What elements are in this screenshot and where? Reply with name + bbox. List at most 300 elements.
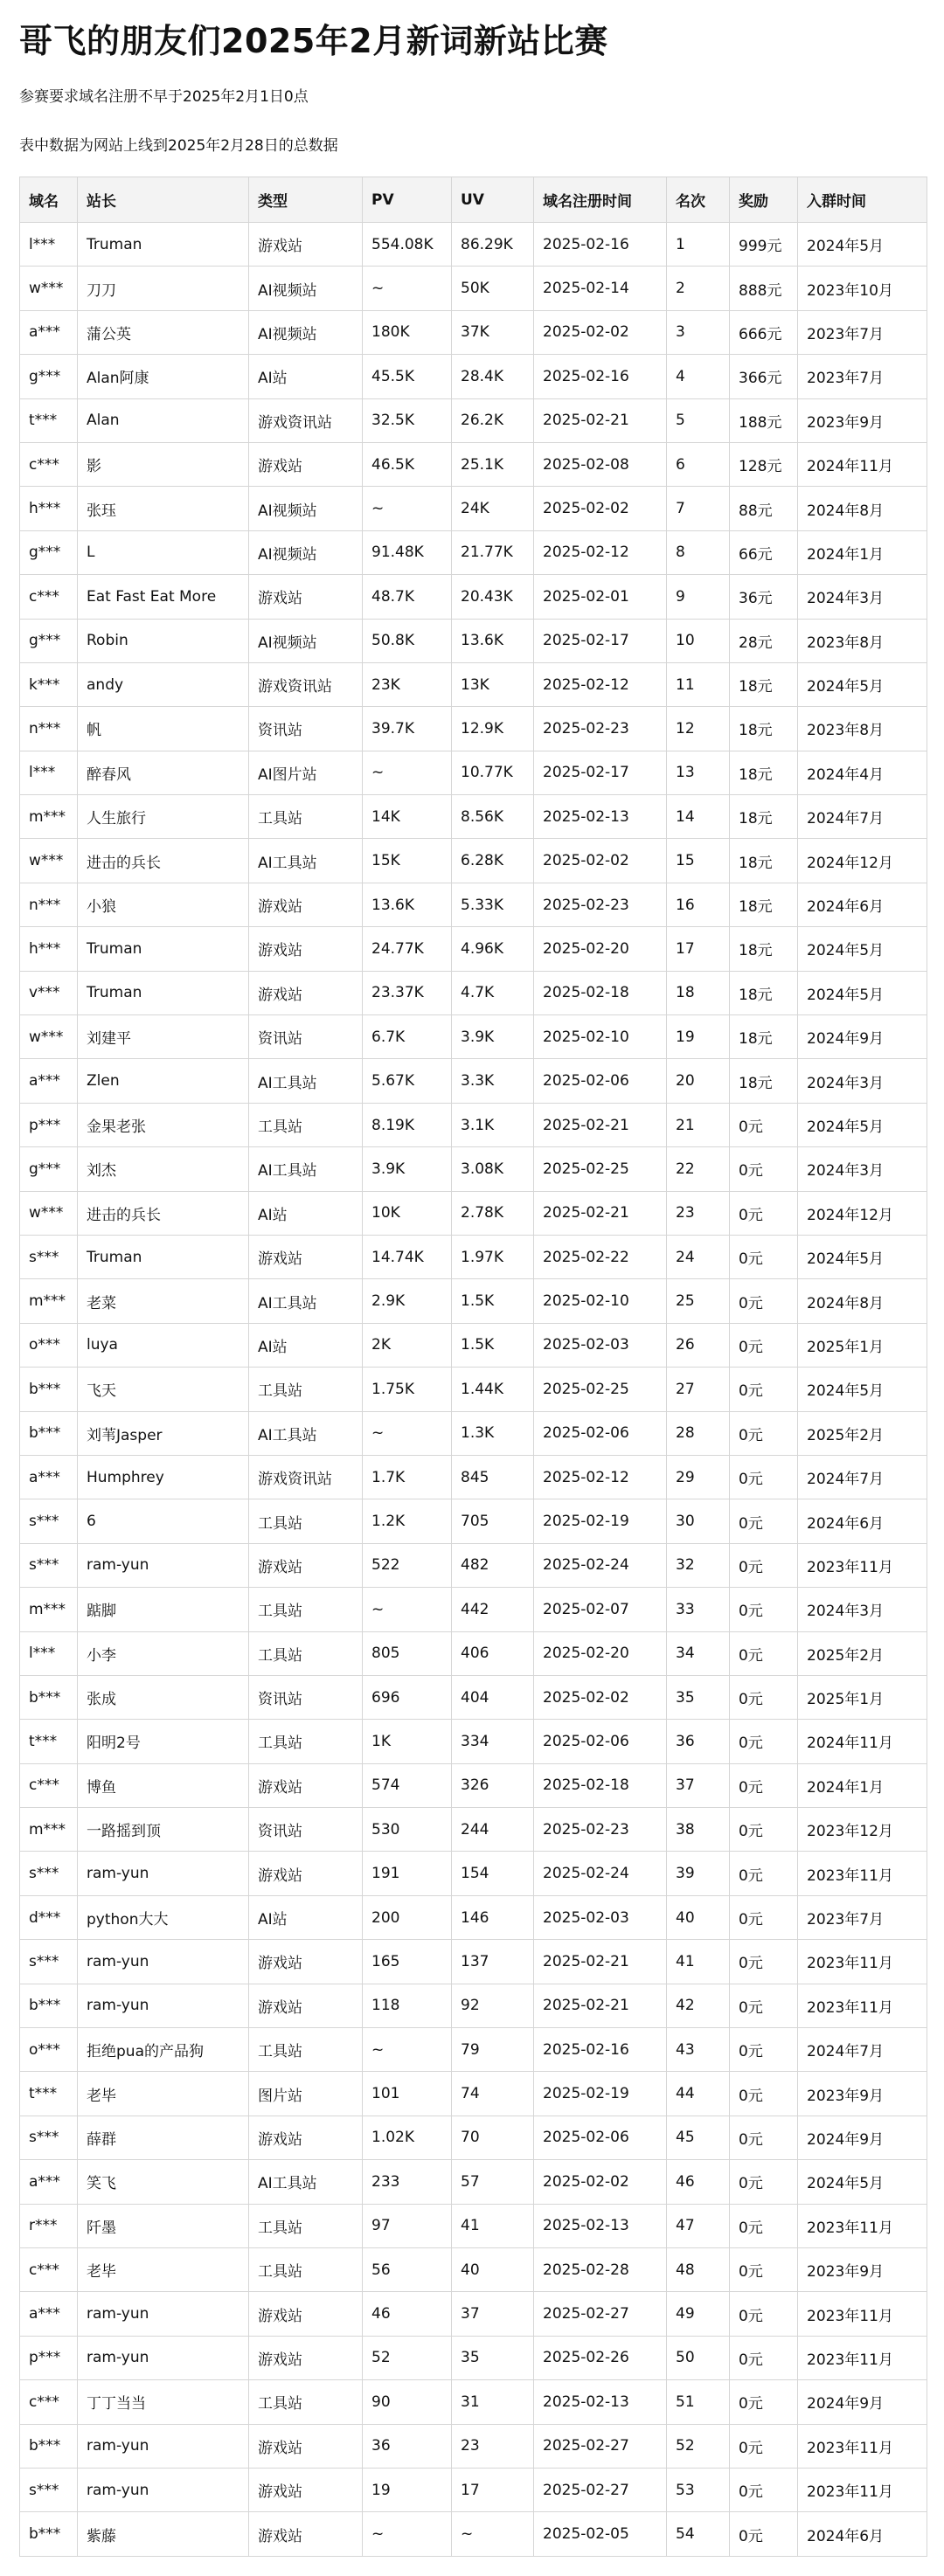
cell-owner: 拒绝pua的产品狗	[78, 2028, 249, 2072]
cell-pv: 56	[363, 2247, 452, 2291]
cell-rank: 28	[667, 1411, 730, 1455]
cell-type: 游戏站	[249, 2468, 363, 2511]
cell-domain: l***	[20, 751, 78, 794]
cell-pv: ~	[363, 267, 452, 310]
cell-pv: 91.48K	[363, 530, 452, 574]
cell-join-date: 2024年1月	[798, 1763, 927, 1807]
cell-owner: 丁丁当当	[78, 2380, 249, 2424]
cell-join-date: 2025年2月	[798, 1631, 927, 1675]
cell-owner: ram-yun	[78, 2424, 249, 2468]
cell-rank: 42	[667, 1984, 730, 2027]
cell-owner: 6	[78, 1499, 249, 1543]
table-row	[20, 1235, 927, 1278]
cell-join-date: 2023年11月	[798, 2204, 927, 2247]
cell-owner: Robin	[78, 619, 249, 662]
cell-domain: h***	[20, 487, 78, 530]
cell-owner: Zlen	[78, 1059, 249, 1103]
cell-owner: 阳明2号	[78, 1720, 249, 1763]
cell-owner: Truman	[78, 927, 249, 971]
cell-pv: 90	[363, 2380, 452, 2424]
cell-type: 游戏站	[249, 1543, 363, 1587]
cell-owner: ram-yun	[78, 2468, 249, 2511]
cell-owner: 老毕	[78, 2072, 249, 2116]
cell-rank: 26	[667, 1323, 730, 1367]
cell-domain: g***	[20, 619, 78, 662]
cell-pv: 45.5K	[363, 355, 452, 398]
cell-domain: v***	[20, 971, 78, 1014]
table-row	[20, 223, 927, 267]
cell-type: 工具站	[249, 1631, 363, 1675]
cell-domain: b***	[20, 1675, 78, 1719]
cell-award: 128元	[730, 442, 798, 486]
cell-owner: L	[78, 530, 249, 574]
cell-join-date: 2024年5月	[798, 223, 927, 267]
cell-award: 18元	[730, 751, 798, 794]
cell-domain: a***	[20, 2160, 78, 2204]
cell-uv: 845	[452, 1455, 534, 1499]
cell-reg-date: 2025-02-27	[534, 2292, 667, 2336]
cell-type: 工具站	[249, 2204, 363, 2247]
cell-award: 999元	[730, 223, 798, 267]
cell-reg-date: 2025-02-06	[534, 1720, 667, 1763]
cell-rank: 3	[667, 310, 730, 354]
cell-type: AI图片站	[249, 751, 363, 794]
cell-uv: 17	[452, 2468, 534, 2511]
cell-uv: 334	[452, 1720, 534, 1763]
cell-reg-date: 2025-02-17	[534, 619, 667, 662]
cell-owner: 刘苇Jasper	[78, 1411, 249, 1455]
data-note: 表中数据为网站上线到2025年2月28日的总数据	[19, 137, 338, 155]
cell-domain: t***	[20, 2072, 78, 2116]
cell-award: 18元	[730, 883, 798, 926]
cell-join-date: 2024年6月	[798, 1499, 927, 1543]
cell-uv: 705	[452, 1499, 534, 1543]
cell-join-date: 2024年11月	[798, 1720, 927, 1763]
cell-owner: 老毕	[78, 2247, 249, 2291]
cell-reg-date: 2025-02-23	[534, 707, 667, 751]
cell-join-date: 2023年11月	[798, 1543, 927, 1587]
cell-pv: ~	[363, 2028, 452, 2072]
cell-pv: 19	[363, 2468, 452, 2511]
table-row	[20, 1895, 927, 1939]
cell-pv: 46.5K	[363, 442, 452, 486]
table-row	[20, 839, 927, 883]
cell-owner: 阡墨	[78, 2204, 249, 2247]
cell-award: 0元	[730, 1147, 798, 1191]
cell-award: 0元	[730, 1940, 798, 1984]
cell-join-date: 2023年7月	[798, 1895, 927, 1939]
cell-join-date: 2023年12月	[798, 1808, 927, 1852]
cell-award: 0元	[730, 1103, 798, 1146]
cell-uv: 3.1K	[452, 1103, 534, 1146]
cell-award: 0元	[730, 2247, 798, 2291]
cell-type: 工具站	[249, 1720, 363, 1763]
cell-uv: 28.4K	[452, 355, 534, 398]
cell-pv: 46	[363, 2292, 452, 2336]
cell-award: 0元	[730, 2204, 798, 2247]
cell-owner: Alan	[78, 398, 249, 442]
cell-rank: 9	[667, 575, 730, 619]
table-row	[20, 619, 927, 662]
table-row	[20, 2512, 927, 2556]
cell-pv: 2K	[363, 1323, 452, 1367]
page-title: 哥飞的朋友们2025年2月新词新站比赛	[19, 22, 608, 60]
cell-rank: 41	[667, 1940, 730, 1984]
cell-reg-date: 2025-02-19	[534, 2072, 667, 2116]
cell-owner: 一路摇到顶	[78, 1808, 249, 1852]
cell-award: 0元	[730, 1191, 798, 1235]
cell-pv: 696	[363, 1675, 452, 1719]
cell-domain: b***	[20, 2424, 78, 2468]
cell-uv: 442	[452, 1588, 534, 1631]
cell-pv: ~	[363, 1588, 452, 1631]
cell-domain: o***	[20, 1323, 78, 1367]
cell-uv: 35	[452, 2336, 534, 2379]
cell-join-date: 2024年3月	[798, 1588, 927, 1631]
cell-type: AI视频站	[249, 619, 363, 662]
table-row	[20, 2072, 927, 2116]
table-row	[20, 2380, 927, 2424]
cell-uv: 92	[452, 1984, 534, 2027]
cell-rank: 24	[667, 1235, 730, 1278]
cell-rank: 38	[667, 1808, 730, 1852]
cell-reg-date: 2025-02-13	[534, 795, 667, 839]
table-row	[20, 1852, 927, 1895]
cell-type: AI视频站	[249, 530, 363, 574]
cell-domain: b***	[20, 1368, 78, 1411]
cell-rank: 22	[667, 1147, 730, 1191]
table-row	[20, 1147, 927, 1191]
cell-owner: 蒲公英	[78, 310, 249, 354]
cell-reg-date: 2025-02-14	[534, 267, 667, 310]
cell-domain: c***	[20, 2247, 78, 2291]
cell-type: AI站	[249, 1323, 363, 1367]
cell-owner: ram-yun	[78, 2292, 249, 2336]
cell-domain: p***	[20, 1103, 78, 1146]
cell-pv: 14.74K	[363, 1235, 452, 1278]
cell-award: 18元	[730, 927, 798, 971]
cell-type: AI站	[249, 1191, 363, 1235]
cell-pv: 23.37K	[363, 971, 452, 1014]
cell-owner: 老菜	[78, 1279, 249, 1323]
cell-uv: 2.78K	[452, 1191, 534, 1235]
cell-domain: t***	[20, 398, 78, 442]
cell-reg-date: 2025-02-06	[534, 1059, 667, 1103]
cell-owner: ram-yun	[78, 1940, 249, 1984]
cell-pv: 233	[363, 2160, 452, 2204]
cell-rank: 37	[667, 1763, 730, 1807]
cell-type: 工具站	[249, 1588, 363, 1631]
cell-type: 游戏站	[249, 223, 363, 267]
cell-type: AI工具站	[249, 1059, 363, 1103]
cell-reg-date: 2025-02-10	[534, 1015, 667, 1059]
cell-domain: c***	[20, 2380, 78, 2424]
cell-uv: 4.96K	[452, 927, 534, 971]
cell-award: 18元	[730, 1015, 798, 1059]
cell-pv: ~	[363, 1411, 452, 1455]
cell-reg-date: 2025-02-12	[534, 530, 667, 574]
cell-type: 资讯站	[249, 1675, 363, 1719]
cell-rank: 34	[667, 1631, 730, 1675]
cell-type: 资讯站	[249, 1808, 363, 1852]
table-row	[20, 2204, 927, 2247]
cell-rank: 44	[667, 2072, 730, 2116]
cell-award: 0元	[730, 1543, 798, 1587]
cell-owner: 笑飞	[78, 2160, 249, 2204]
cell-uv: ~	[452, 2512, 534, 2556]
cell-domain: s***	[20, 1543, 78, 1587]
cell-join-date: 2024年5月	[798, 1235, 927, 1278]
cell-join-date: 2024年9月	[798, 2116, 927, 2159]
cell-domain: g***	[20, 530, 78, 574]
cell-domain: w***	[20, 267, 78, 310]
cell-award: 0元	[730, 2424, 798, 2468]
cell-reg-date: 2025-02-16	[534, 223, 667, 267]
cell-join-date: 2023年11月	[798, 2468, 927, 2511]
cell-award: 0元	[730, 2512, 798, 2556]
cell-type: AI视频站	[249, 310, 363, 354]
cell-join-date: 2024年5月	[798, 927, 927, 971]
cell-join-date: 2023年11月	[798, 1852, 927, 1895]
cell-domain: n***	[20, 707, 78, 751]
cell-award: 0元	[730, 1984, 798, 2027]
cell-type: 游戏站	[249, 2336, 363, 2379]
cell-uv: 244	[452, 1808, 534, 1852]
table-row	[20, 1059, 927, 1103]
cell-reg-date: 2025-02-02	[534, 839, 667, 883]
table-row	[20, 1103, 927, 1146]
rule-note: 参赛要求域名注册不早于2025年2月1日0点	[19, 88, 309, 106]
cell-pv: 118	[363, 1984, 452, 2027]
cell-uv: 5.33K	[452, 883, 534, 926]
cell-rank: 4	[667, 355, 730, 398]
cell-pv: 36	[363, 2424, 452, 2468]
cell-join-date: 2024年8月	[798, 1279, 927, 1323]
cell-rank: 33	[667, 1588, 730, 1631]
cell-reg-date: 2025-02-27	[534, 2424, 667, 2468]
cell-reg-date: 2025-02-16	[534, 2028, 667, 2072]
cell-award: 0元	[730, 1763, 798, 1807]
cell-domain: a***	[20, 2292, 78, 2336]
table-row	[20, 707, 927, 751]
cell-join-date: 2023年7月	[798, 310, 927, 354]
cell-award: 188元	[730, 398, 798, 442]
cell-pv: 39.7K	[363, 707, 452, 751]
cell-uv: 3.9K	[452, 1015, 534, 1059]
cell-rank: 35	[667, 1675, 730, 1719]
cell-award: 0元	[730, 1895, 798, 1939]
cell-reg-date: 2025-02-25	[534, 1368, 667, 1411]
cell-rank: 1	[667, 223, 730, 267]
cell-rank: 17	[667, 927, 730, 971]
cell-uv: 31	[452, 2380, 534, 2424]
cell-pv: 6.7K	[363, 1015, 452, 1059]
header-row	[20, 177, 927, 223]
cell-type: AI工具站	[249, 1147, 363, 1191]
table-row	[20, 2336, 927, 2379]
table-row	[20, 971, 927, 1014]
cell-reg-date: 2025-02-23	[534, 1808, 667, 1852]
cell-owner: 影	[78, 442, 249, 486]
cell-join-date: 2024年1月	[798, 530, 927, 574]
cell-rank: 2	[667, 267, 730, 310]
table-header	[20, 177, 927, 223]
cell-rank: 43	[667, 2028, 730, 2072]
cell-pv: 1.2K	[363, 1499, 452, 1543]
cell-award: 0元	[730, 1323, 798, 1367]
cell-reg-date: 2025-02-16	[534, 355, 667, 398]
cell-type: AI视频站	[249, 267, 363, 310]
results-table	[19, 177, 927, 2557]
cell-rank: 21	[667, 1103, 730, 1146]
cell-type: 游戏站	[249, 2512, 363, 2556]
cell-reg-date: 2025-02-19	[534, 1499, 667, 1543]
table-row	[20, 398, 927, 442]
header-type: 类型	[249, 177, 363, 223]
cell-rank: 32	[667, 1543, 730, 1587]
cell-owner: 进击的兵长	[78, 839, 249, 883]
cell-join-date: 2025年1月	[798, 1675, 927, 1719]
header-uv: UV	[452, 177, 534, 223]
cell-award: 0元	[730, 2116, 798, 2159]
cell-pv: 32.5K	[363, 398, 452, 442]
cell-reg-date: 2025-02-21	[534, 1191, 667, 1235]
cell-uv: 10.77K	[452, 751, 534, 794]
cell-join-date: 2024年5月	[798, 662, 927, 706]
table-row	[20, 310, 927, 354]
cell-pv: 14K	[363, 795, 452, 839]
header-rank: 名次	[667, 177, 730, 223]
cell-award: 66元	[730, 530, 798, 574]
cell-reg-date: 2025-02-21	[534, 398, 667, 442]
cell-uv: 40	[452, 2247, 534, 2291]
cell-owner: ram-yun	[78, 1852, 249, 1895]
cell-pv: 2.9K	[363, 1279, 452, 1323]
cell-type: 游戏站	[249, 2116, 363, 2159]
cell-uv: 13.6K	[452, 619, 534, 662]
cell-rank: 47	[667, 2204, 730, 2247]
cell-owner: 张成	[78, 1675, 249, 1719]
cell-domain: m***	[20, 1279, 78, 1323]
cell-rank: 36	[667, 1720, 730, 1763]
cell-domain: s***	[20, 1940, 78, 1984]
cell-uv: 1.5K	[452, 1323, 534, 1367]
cell-uv: 1.5K	[452, 1279, 534, 1323]
cell-uv: 37	[452, 2292, 534, 2336]
cell-pv: 554.08K	[363, 223, 452, 267]
cell-pv: 574	[363, 1763, 452, 1807]
cell-rank: 45	[667, 2116, 730, 2159]
cell-domain: c***	[20, 575, 78, 619]
cell-type: 图片站	[249, 2072, 363, 2116]
cell-join-date: 2023年11月	[798, 2292, 927, 2336]
header-owner: 站长	[78, 177, 249, 223]
table-row	[20, 1455, 927, 1499]
cell-uv: 154	[452, 1852, 534, 1895]
cell-join-date: 2024年3月	[798, 575, 927, 619]
cell-pv: 1.7K	[363, 1455, 452, 1499]
cell-owner: 小狼	[78, 883, 249, 926]
cell-award: 0元	[730, 2028, 798, 2072]
cell-type: 游戏站	[249, 883, 363, 926]
cell-award: 0元	[730, 1588, 798, 1631]
cell-join-date: 2023年8月	[798, 619, 927, 662]
cell-owner: ram-yun	[78, 1984, 249, 2027]
cell-uv: 1.44K	[452, 1368, 534, 1411]
cell-join-date: 2024年7月	[798, 795, 927, 839]
cell-rank: 13	[667, 751, 730, 794]
cell-pv: 101	[363, 2072, 452, 2116]
table-row	[20, 751, 927, 794]
cell-award: 0元	[730, 2160, 798, 2204]
cell-award: 18元	[730, 795, 798, 839]
table-row	[20, 1191, 927, 1235]
cell-pv: 15K	[363, 839, 452, 883]
cell-type: 游戏站	[249, 575, 363, 619]
cell-pv: 52	[363, 2336, 452, 2379]
cell-reg-date: 2025-02-03	[534, 1323, 667, 1367]
cell-domain: w***	[20, 839, 78, 883]
cell-owner: Eat Fast Eat More	[78, 575, 249, 619]
cell-owner: 小李	[78, 1631, 249, 1675]
cell-join-date: 2024年6月	[798, 2512, 927, 2556]
cell-domain: w***	[20, 1191, 78, 1235]
cell-uv: 482	[452, 1543, 534, 1587]
cell-domain: l***	[20, 1631, 78, 1675]
cell-join-date: 2023年11月	[798, 1940, 927, 1984]
cell-award: 0元	[730, 1455, 798, 1499]
cell-owner: 刘建平	[78, 1015, 249, 1059]
cell-reg-date: 2025-02-17	[534, 751, 667, 794]
cell-award: 18元	[730, 1059, 798, 1103]
cell-join-date: 2024年12月	[798, 839, 927, 883]
cell-join-date: 2024年5月	[798, 2160, 927, 2204]
cell-type: 工具站	[249, 2028, 363, 2072]
cell-owner: 人生旅行	[78, 795, 249, 839]
cell-reg-date: 2025-02-21	[534, 1103, 667, 1146]
table-row	[20, 1763, 927, 1807]
cell-reg-date: 2025-02-02	[534, 310, 667, 354]
table-row	[20, 267, 927, 310]
cell-join-date: 2024年5月	[798, 971, 927, 1014]
cell-pv: 530	[363, 1808, 452, 1852]
cell-type: AI站	[249, 1895, 363, 1939]
cell-uv: 4.7K	[452, 971, 534, 1014]
cell-pv: 200	[363, 1895, 452, 1939]
table-row	[20, 355, 927, 398]
cell-uv: 1.97K	[452, 1235, 534, 1278]
cell-reg-date: 2025-02-20	[534, 1631, 667, 1675]
cell-domain: p***	[20, 2336, 78, 2379]
cell-award: 366元	[730, 355, 798, 398]
cell-reg-date: 2025-02-02	[534, 1675, 667, 1719]
cell-type: 游戏站	[249, 1940, 363, 1984]
table-row	[20, 2247, 927, 2291]
cell-owner: 飞天	[78, 1368, 249, 1411]
cell-reg-date: 2025-02-03	[534, 1895, 667, 1939]
cell-domain: c***	[20, 442, 78, 486]
cell-owner: 金果老张	[78, 1103, 249, 1146]
cell-uv: 1.3K	[452, 1411, 534, 1455]
cell-join-date: 2023年11月	[798, 2424, 927, 2468]
cell-owner: 进击的兵长	[78, 1191, 249, 1235]
cell-owner: 紫藤	[78, 2512, 249, 2556]
cell-reg-date: 2025-02-25	[534, 1147, 667, 1191]
cell-award: 0元	[730, 2468, 798, 2511]
cell-rank: 20	[667, 1059, 730, 1103]
cell-uv: 70	[452, 2116, 534, 2159]
cell-rank: 53	[667, 2468, 730, 2511]
